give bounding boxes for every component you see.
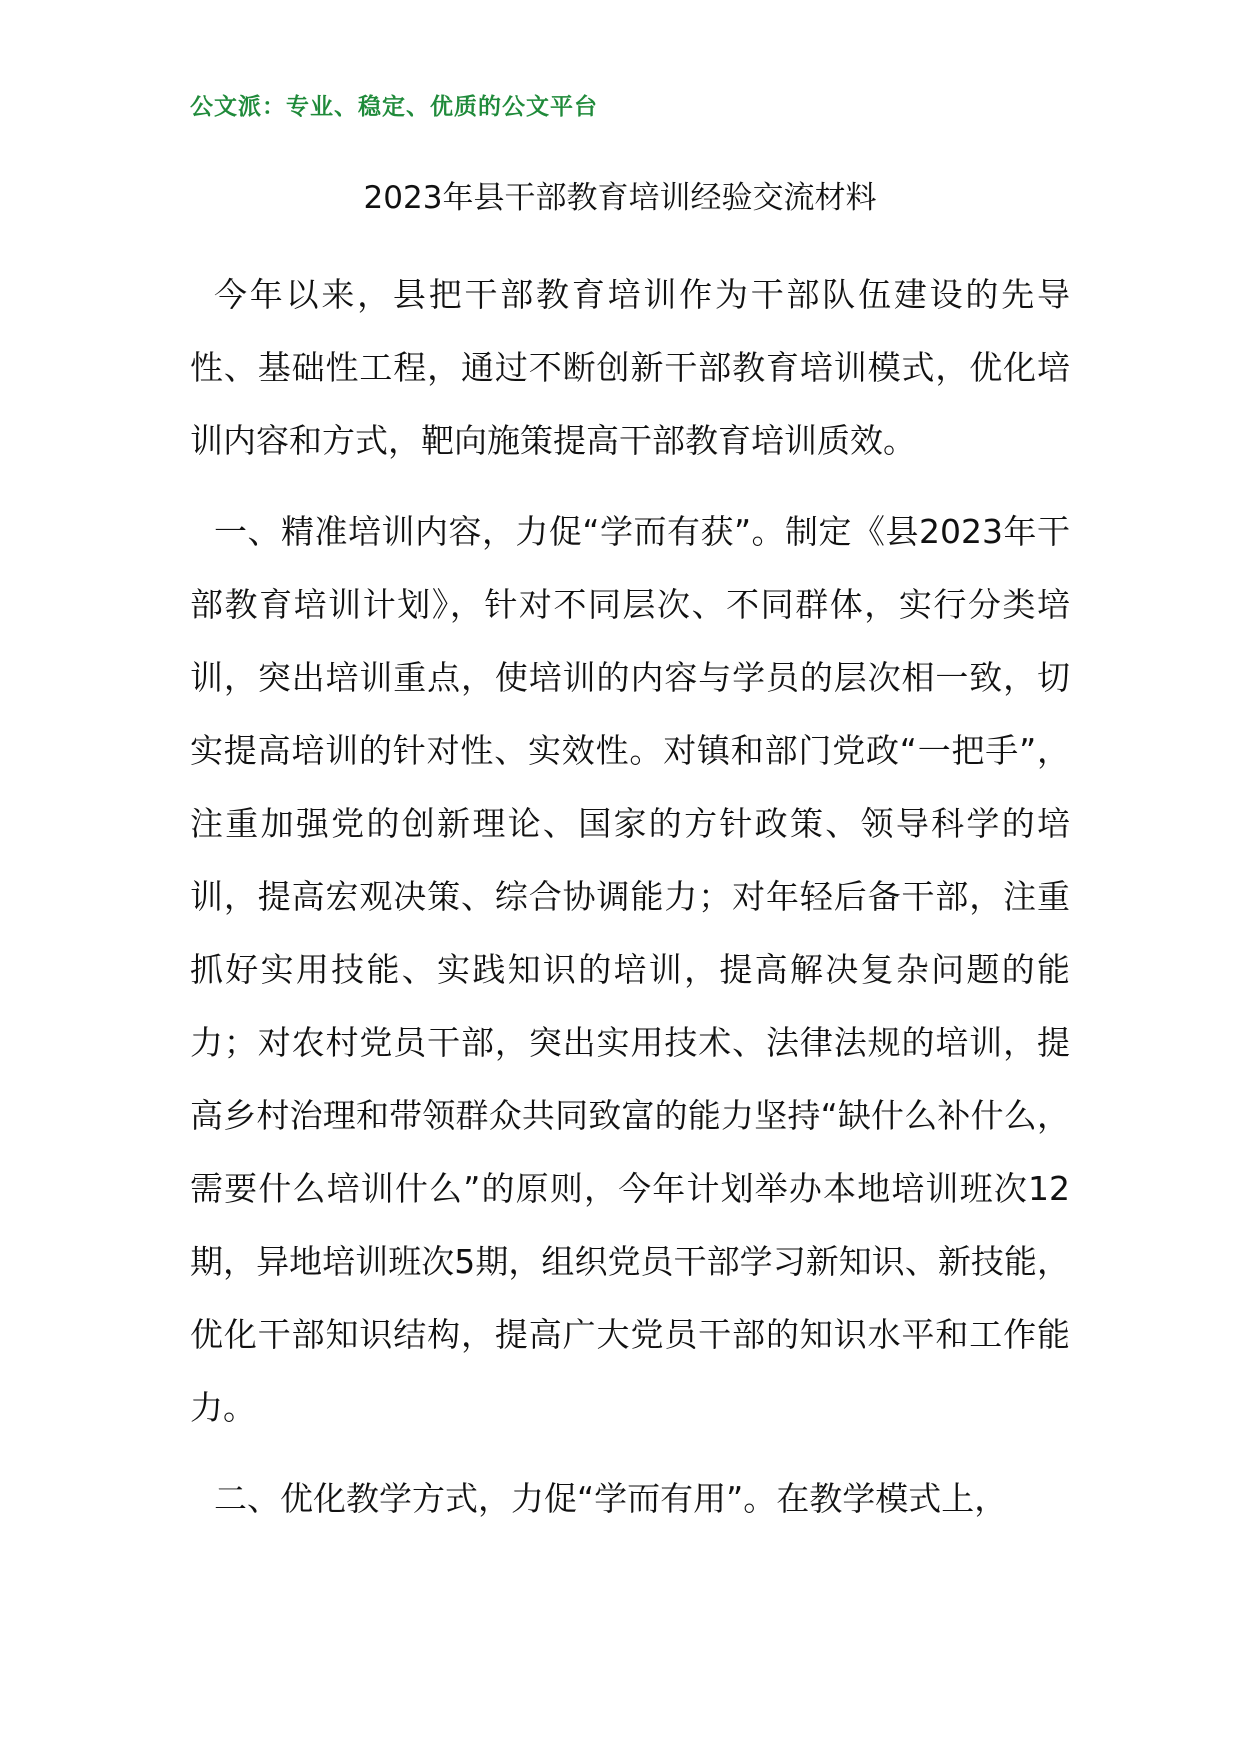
document-body: [190, 258, 1070, 1535]
paragraph-intro: 今年以来，县把干部教育培训作为干部队伍建设的先导性、基础性工程，通过不断创新干部教育培训模式，优化培训内容和方式，靶向施策提高干部教育培训质效。: [190, 275, 1070, 460]
document-title: 2023年县干部教育培训经验交流材料: [363, 180, 877, 216]
paragraph-section-1: 一、精准培训内容，力促“学而有获”。制定《县2023年干部教育培训计划》，针对不同层次、不同群体，实行分类培训，突出培训重点，使培训的内容与学员的层次相一致，切实提高培训的针对性、实效性。对镇和部门党政“一把手”，注重加强党的创新理论、国家的方针政策、领导科学的培训，提高宏观决策、综合协调能力；对年轻后备干部，注重抓好实用技能、实践知识的培训，提高解决复杂问题的能力；对农村党员干部，突出实用技术、法律法规的培训，提高乡村治理和带领群众共同致富的能力坚持“缺什么补什么，需要什么培训什么”的原则，今年计划举办本地培训班次12期，异地培训班次5期，组织党员干部学习新知识、新技能，优化干部知识结构，提高广大党员干部的知识水平和工作能力。: [190, 512, 1070, 1427]
paragraph-section-2: 二、优化教学方式，力促“学而有用”。在教学模式上，: [214, 1479, 1008, 1518]
header-tagline: 公文派：专业、稳定、优质的公文平台: [190, 94, 598, 120]
